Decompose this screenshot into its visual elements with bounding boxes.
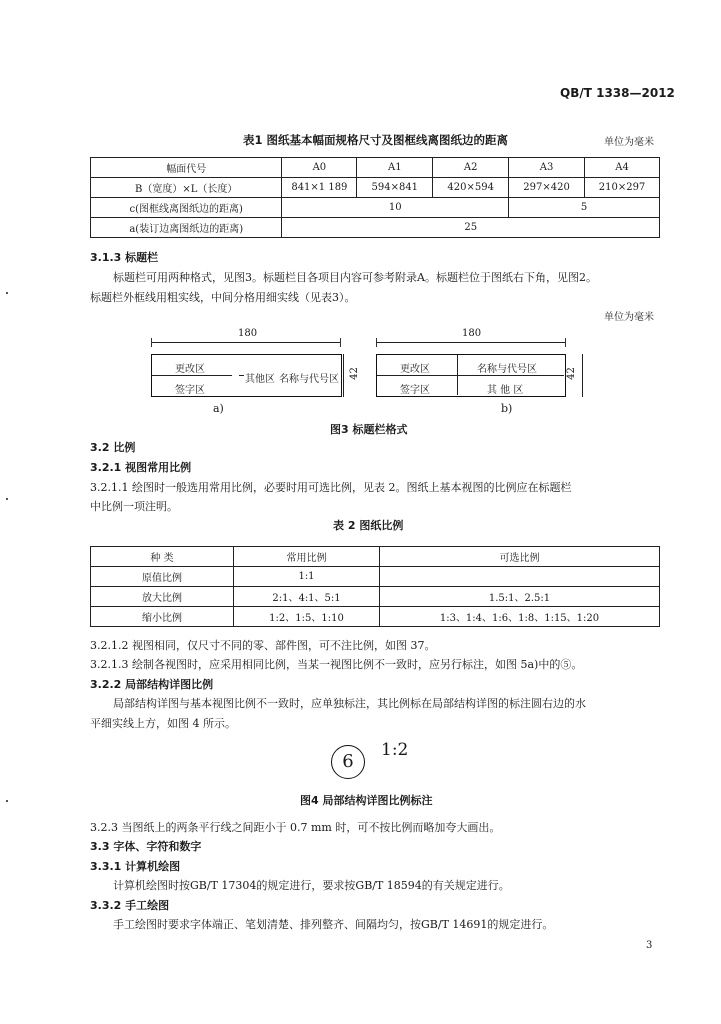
table-row (91, 607, 660, 627)
label-a: a) (213, 402, 224, 415)
table-row (91, 218, 660, 238)
divider (377, 375, 564, 376)
table-cell (380, 567, 660, 587)
table2-caption: 表 2 图纸比例 (333, 519, 404, 532)
dimension-tick (151, 338, 152, 347)
paragraph: 3.2.1.2 视图相同，仅尺寸不同的零、部件图，可不注比例，如图 37。 (90, 639, 436, 652)
table-row (91, 198, 660, 218)
sign-zone-a: 签字区 (175, 385, 205, 396)
table-cell: 297×420 (509, 178, 585, 198)
paragraph: 标题栏外框线用粗实线，中间分格用细实线（见表3）。 (90, 291, 356, 304)
dimension-tick (340, 338, 341, 347)
table1-caption: 表1 图纸基本幅面规格尺寸及图框线离图纸边的距离 (243, 133, 509, 147)
table-row (91, 547, 660, 567)
paragraph: 计算机绘图时按GB/T 17304的规定进行，要求按GB/T 18594的有关规定进行。 (113, 879, 510, 892)
table-cell: 841×1 189 (282, 178, 357, 198)
sheet-size-table (90, 157, 660, 238)
name-code-zone-a: 名称与代号区 (279, 374, 339, 385)
table-cell: A1 (357, 158, 433, 178)
page-number: 3 (646, 940, 653, 951)
dimension-tick (565, 338, 566, 347)
table-cell: 594×841 (357, 178, 433, 198)
dimension-180-a: 180 (238, 328, 258, 339)
paragraph: 3.2.1.1 绘图时一般选用常用比例，必要时用可选比例，见表 2。图纸上基本视图的比例应在标题栏 (90, 481, 572, 494)
table-row (91, 587, 660, 607)
table-cell: 种 类 (91, 547, 234, 567)
table-cell: 25 (282, 218, 660, 238)
heading-3-1-3: 3.1.3 标题栏 (90, 251, 159, 264)
table-cell: 1.5:1、2.5:1 (380, 587, 660, 607)
table-cell: 放大比例 (91, 587, 234, 607)
standard-code: QB/T 1338—2012 (560, 86, 675, 100)
other-zone-b: 其 他 区 (487, 385, 524, 396)
fig3-unit: 单位为毫米 (604, 312, 654, 323)
dimension-180-b: 180 (462, 328, 482, 339)
heading-3-3: 3.3 字体、字符和数字 (90, 840, 202, 853)
paragraph: 平细实线上方，如图 4 所示。 (90, 717, 236, 730)
table-cell: 1:1 (234, 567, 380, 587)
height-42-a: 42 (348, 367, 360, 380)
table-cell: 2:1、4:1、5:1 (234, 587, 380, 607)
other-zone-a: 其他区 (245, 374, 275, 385)
table-row (91, 158, 660, 178)
fig3-caption: 图3 标题栏格式 (330, 423, 408, 436)
table-cell: A2 (433, 158, 509, 178)
table-cell: 缩小比例 (91, 607, 234, 627)
paragraph: 中比例一项注明。 (90, 500, 178, 513)
detail-ratio: 1:2 (381, 740, 409, 760)
table-cell: 幅面代号 (91, 158, 282, 178)
scan-speck (6, 292, 8, 294)
table1-unit: 单位为毫米 (604, 137, 654, 148)
scale-table (90, 546, 660, 627)
table-cell: c(图框线离图纸边的距离) (91, 198, 282, 218)
table-cell: 原值比例 (91, 567, 234, 587)
height-42-b: 42 (565, 367, 577, 380)
dimension-line (151, 342, 341, 343)
divider (152, 375, 232, 376)
table-cell: 1:3、1:4、1:6、1:8、1:15、1:20 (380, 607, 660, 627)
detail-circle: 6 (331, 745, 365, 779)
height-line (582, 354, 583, 397)
name-code-zone-b: 名称与代号区 (477, 364, 537, 375)
label-b: b) (501, 402, 513, 415)
table-cell: 可选比例 (380, 547, 660, 567)
divider (457, 355, 458, 395)
paragraph: 3.2.1.3 绘制各视图时，应采用相同比例，当某一视图比例不一致时，应另行标注，如图 5a)中的⑤。 (90, 658, 583, 671)
table-cell: B（宽度）×L（长度） (91, 178, 282, 198)
table-cell: 1:2、1:5、1:10 (234, 607, 380, 627)
table-cell: 10 (282, 198, 509, 218)
heading-3-3-2: 3.3.2 手工绘图 (90, 899, 170, 912)
change-zone-a: 更改区 (175, 364, 205, 375)
table-cell: A4 (585, 158, 660, 178)
table-cell: 5 (509, 198, 660, 218)
paragraph: 局部结构详图与基本视图比例不一致时，应单独标注，其比例标在局部结构详图的标注圆右边的水 (113, 697, 586, 710)
fig4-caption: 图4 局部结构详图比例标注 (300, 794, 433, 807)
paragraph: 3.2.3 当图纸上的两条平行线之间距小于 0.7 mm 时，可不按比例而略加夸大画出。 (90, 821, 501, 834)
paragraph: 标题栏可用两种格式，见图3。标题栏目各项目内容可参考附录A。标题栏位于图纸右下角，见图2。 (113, 271, 597, 284)
heading-3-3-1: 3.3.1 计算机绘图 (90, 860, 181, 873)
dimension-tick (376, 338, 377, 347)
height-line (343, 354, 344, 397)
change-zone-b: 更改区 (400, 364, 430, 375)
table-cell: 210×297 (585, 178, 660, 198)
leader (239, 375, 244, 376)
heading-3-2-2: 3.2.2 局部结构详图比例 (90, 678, 214, 691)
table-cell: a(装订边离图纸边的距离) (91, 218, 282, 238)
table-row (91, 567, 660, 587)
table-row (91, 178, 660, 198)
scan-speck (6, 800, 8, 802)
paragraph: 手工绘图时要求字体端正、笔划清楚、排列整齐、间隔均匀，按GB/T 14691的规定进行。 (113, 918, 554, 931)
table-cell: A3 (509, 158, 585, 178)
table-cell: A0 (282, 158, 357, 178)
table-cell: 常用比例 (234, 547, 380, 567)
dimension-line (376, 342, 566, 343)
heading-3-2: 3.2 比例 (90, 441, 136, 454)
sign-zone-b: 签字区 (400, 385, 430, 396)
heading-3-2-1: 3.2.1 视图常用比例 (90, 461, 192, 474)
table-cell: 420×594 (433, 178, 509, 198)
scan-speck (6, 498, 8, 500)
